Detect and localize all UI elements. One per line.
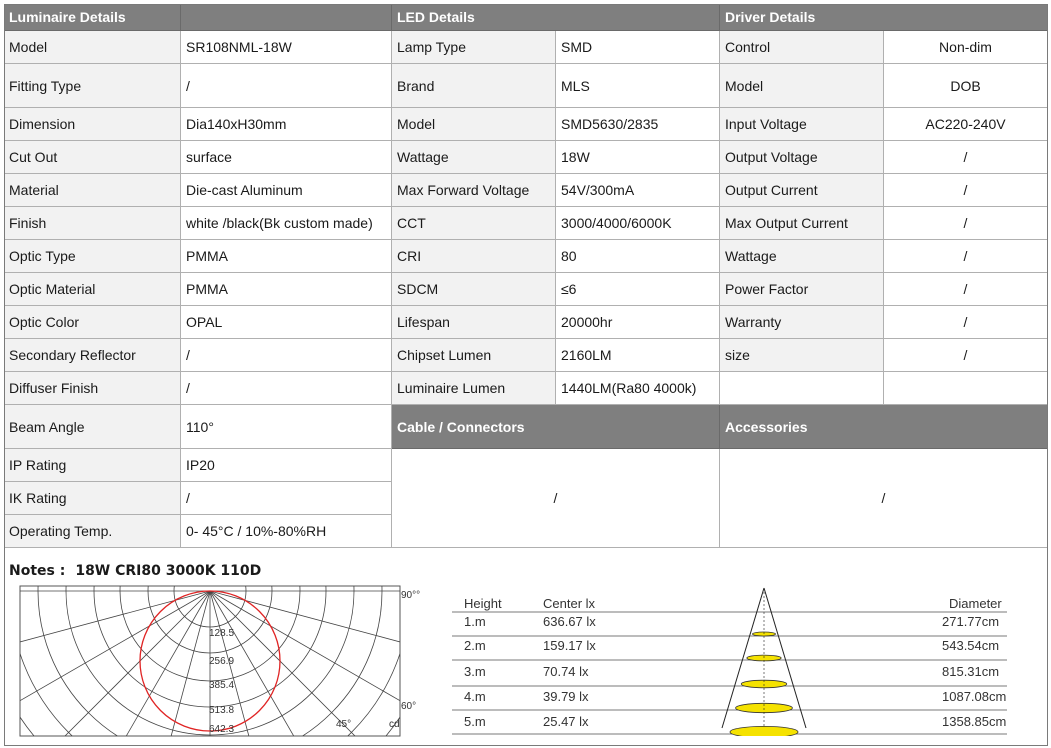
lux-diameter: 1087.08cm: [942, 689, 1007, 704]
driver-empty-value: [884, 372, 1048, 405]
polar-distribution-diagram: [10, 584, 430, 740]
luminaire-value: OPAL: [181, 306, 392, 339]
accessories-value: /: [720, 449, 1048, 548]
lux-diameter: 815.31cm: [942, 664, 1000, 679]
accessories-header: Accessories: [720, 405, 1048, 449]
luminaire-value: /: [181, 482, 392, 515]
driver-label: Output Voltage: [720, 141, 884, 174]
luminaire-label: Operating Temp.: [4, 515, 181, 548]
driver-value: /: [884, 207, 1048, 240]
driver-value: /: [884, 240, 1048, 273]
luminaire-header-spacer: [181, 4, 392, 31]
led-value: 18W: [556, 141, 720, 174]
lux-center: 70.74 lx: [543, 664, 589, 679]
luminaire-value: PMMA: [181, 273, 392, 306]
luminaire-label: Material: [4, 174, 181, 207]
driver-value: DOB: [884, 64, 1048, 108]
led-value: ≤6: [556, 273, 720, 306]
lux-center: 39.79 lx: [543, 689, 589, 704]
luminaire-details-header: Luminaire Details: [4, 4, 181, 31]
led-label: Luminaire Lumen: [392, 372, 556, 405]
led-value: 3000/4000/6000K: [556, 207, 720, 240]
lux-height: 3.m: [464, 664, 486, 679]
beam-ellipse: [730, 726, 798, 736]
angle-label-60: 60°: [401, 701, 417, 712]
lux-height: 1.m: [464, 614, 486, 629]
led-value: 1440LM(Ra80 4000k): [556, 372, 720, 405]
driver-label: Power Factor: [720, 273, 884, 306]
driver-details-header: Driver Details: [720, 4, 1048, 31]
illuminance-table: [452, 586, 1012, 736]
led-label: Model: [392, 108, 556, 141]
led-details-header: LED Details: [392, 4, 720, 31]
luminaire-value: Dia140xH30mm: [181, 108, 392, 141]
driver-label: Max Output Current: [720, 207, 884, 240]
ring-label-3: 385.4: [209, 680, 235, 691]
lux-diameter: 1358.85cm: [942, 714, 1007, 729]
luminaire-label: Finish: [4, 207, 181, 240]
led-label: SDCM: [392, 273, 556, 306]
led-label: Brand: [392, 64, 556, 108]
lux-height: 4.m: [464, 689, 486, 704]
driver-value: /: [884, 141, 1048, 174]
ring-label-5: 642.3: [209, 724, 235, 735]
lux-center: 636.67 lx: [543, 614, 596, 629]
driver-value: Non-dim: [884, 31, 1048, 64]
lux-height: 2.m: [464, 638, 486, 653]
led-value: SMD: [556, 31, 720, 64]
driver-label: Control: [720, 31, 884, 64]
notes-value: 18W CRI80 3000K 110D: [75, 563, 262, 579]
led-value: 80: [556, 240, 720, 273]
driver-value: /: [884, 174, 1048, 207]
notes-label: Notes :: [9, 563, 66, 579]
led-label: Max Forward Voltage: [392, 174, 556, 207]
luminaire-value: SR108NML-18W: [181, 31, 392, 64]
luminaire-label: Optic Color: [4, 306, 181, 339]
luminaire-label: Beam Angle: [4, 405, 181, 449]
led-value: 54V/300mA: [556, 174, 720, 207]
luminaire-label: Fitting Type: [4, 64, 181, 108]
luminaire-label: Cut Out: [4, 141, 181, 174]
driver-empty-label: [720, 372, 884, 405]
driver-label: Wattage: [720, 240, 884, 273]
luminaire-value: white /black(Bk custom made): [181, 207, 392, 240]
driver-value: /: [884, 339, 1048, 372]
driver-label: Output Current: [720, 174, 884, 207]
luminaire-value: Die-cast Aluminum: [181, 174, 392, 207]
led-label: CCT: [392, 207, 556, 240]
luminaire-value: IP20: [181, 449, 392, 482]
ring-label-2: 256.9: [209, 656, 235, 667]
led-label: Lamp Type: [392, 31, 556, 64]
led-value: 2160LM: [556, 339, 720, 372]
luminaire-label: Model: [4, 31, 181, 64]
luminaire-label: Diffuser Finish: [4, 372, 181, 405]
angle-label-45: 45°: [336, 719, 352, 730]
luminaire-value: PMMA: [181, 240, 392, 273]
led-value: 20000hr: [556, 306, 720, 339]
diameter-header: Diameter: [949, 596, 1002, 611]
driver-value: /: [884, 273, 1048, 306]
lux-height: 5.m: [464, 714, 486, 729]
cable-connectors-value: /: [392, 449, 720, 548]
center-lx-header: Center lx: [543, 596, 596, 611]
driver-label: Input Voltage: [720, 108, 884, 141]
luminaire-label: IP Rating: [4, 449, 181, 482]
lux-diameter: 543.54cm: [942, 638, 1000, 653]
driver-value: AC220-240V: [884, 108, 1048, 141]
driver-label: Model: [720, 64, 884, 108]
lux-diameter: 271.77cm: [942, 614, 1000, 629]
luminaire-value: surface: [181, 141, 392, 174]
luminaire-value: /: [181, 64, 392, 108]
ring-label-4: 513.8: [209, 705, 235, 716]
luminaire-value: 0- 45°C / 10%-80%RH: [181, 515, 392, 548]
unit-label-cd: cd: [389, 719, 400, 730]
cable-connectors-header: Cable / Connectors: [392, 405, 720, 449]
led-label: Chipset Lumen: [392, 339, 556, 372]
led-value: MLS: [556, 64, 720, 108]
ring-label-1: 128.5: [209, 628, 235, 639]
luminaire-label: IK Rating: [4, 482, 181, 515]
led-label: CRI: [392, 240, 556, 273]
luminaire-value: /: [181, 339, 392, 372]
luminaire-value: 110°: [181, 405, 392, 449]
driver-label: size: [720, 339, 884, 372]
luminaire-label: Optic Type: [4, 240, 181, 273]
driver-label: Warranty: [720, 306, 884, 339]
driver-value: /: [884, 306, 1048, 339]
luminaire-value: /: [181, 372, 392, 405]
angle-label-90: 90°°: [401, 590, 421, 601]
notes-line: [9, 563, 261, 579]
height-header: Height: [464, 596, 502, 611]
led-value: SMD5630/2835: [556, 108, 720, 141]
lux-center: 25.47 lx: [543, 714, 589, 729]
led-label: Lifespan: [392, 306, 556, 339]
lux-center: 159.17 lx: [543, 638, 596, 653]
led-label: Wattage: [392, 141, 556, 174]
luminaire-label: Optic Material: [4, 273, 181, 306]
luminaire-label: Dimension: [4, 108, 181, 141]
luminaire-label: Secondary Reflector: [4, 339, 181, 372]
